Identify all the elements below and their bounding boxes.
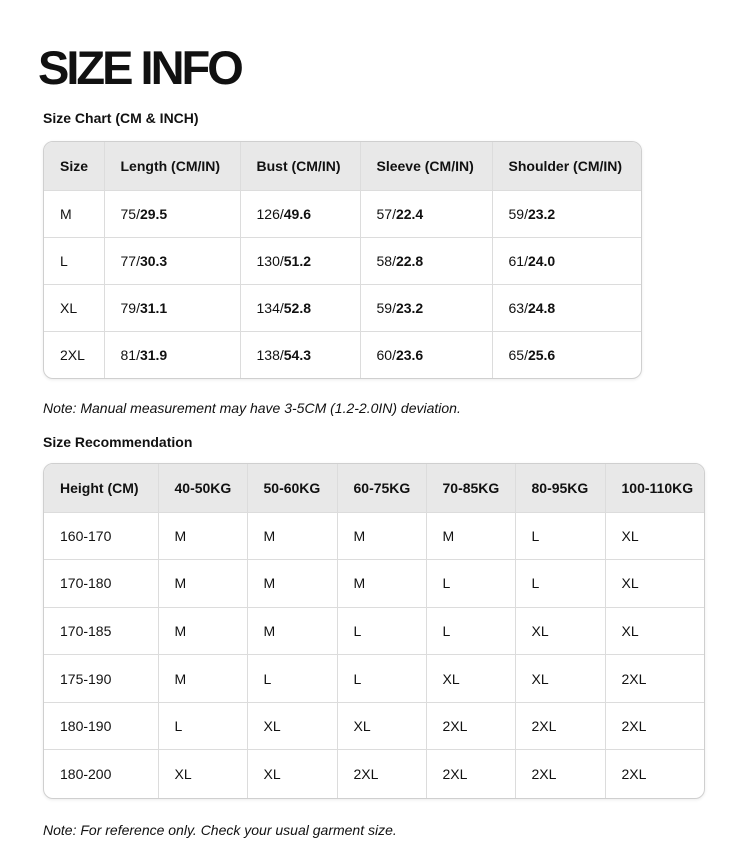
measurement-cell — [240, 190, 360, 237]
recommended-size-cell: 2XL — [515, 702, 605, 750]
measurement-cell — [240, 331, 360, 378]
measurement-cell — [492, 284, 641, 331]
recommended-size-cell: M — [247, 607, 337, 655]
recommended-size-cell: 2XL — [426, 702, 515, 750]
recommended-size-cell: M — [158, 560, 247, 608]
cm-value: 61/ — [508, 252, 528, 269]
inch-value: 25.6 — [527, 346, 556, 363]
recommended-size-cell: M — [158, 512, 247, 560]
recommended-size-cell: XL — [247, 702, 337, 750]
recommended-size-cell: 2XL — [621, 766, 647, 783]
recommended-size-cell: M — [158, 607, 247, 655]
measurement-cell — [360, 237, 492, 284]
recommended-size-cell: XL — [515, 655, 605, 703]
size-cell: L — [44, 237, 104, 284]
cm-value: 75/ — [120, 205, 140, 222]
table-row — [44, 284, 641, 331]
recommended-size-cell: L — [337, 655, 426, 703]
measurement-cell — [360, 284, 492, 331]
measurement-cell — [240, 237, 360, 284]
recommended-size-cell: M — [247, 512, 337, 560]
inch-value: 23.6 — [395, 346, 424, 363]
measurement-note: Note: Manual measurement may have 3-5CM (1.2-2.0IN) deviation. — [43, 400, 461, 416]
cm-value: 138/ — [256, 346, 284, 363]
size-chart-header-row — [44, 142, 641, 190]
cm-value: 77/ — [120, 252, 140, 269]
size-recommendation-card — [43, 463, 705, 799]
column-header: 70-85KG — [426, 464, 515, 512]
column-header: Size — [44, 142, 104, 190]
inch-value: 30.3 — [139, 252, 168, 269]
recommended-size-cell: L — [426, 607, 515, 655]
recommended-size-cell: XL — [515, 607, 605, 655]
recommended-size-cell: XL — [337, 702, 426, 750]
reference-note: Note: For reference only. Check your usual garment size. — [43, 822, 397, 838]
recommended-size-cell: 2XL — [426, 750, 515, 798]
height-cell: 160-170 — [44, 512, 158, 560]
cm-value: 81/ — [120, 346, 140, 363]
recommended-size-cell: M — [426, 512, 515, 560]
recommended-size-cell: L — [158, 702, 247, 750]
recommended-size-cell: L — [247, 655, 337, 703]
recommended-size-cell: 2XL — [515, 750, 605, 798]
table-row — [44, 331, 641, 378]
recommended-size-cell: XL — [605, 512, 704, 560]
height-cell: 170-180 — [44, 560, 158, 608]
recommended-size-cell: L — [515, 512, 605, 560]
column-header: Sleeve (CM/IN) — [360, 142, 492, 190]
cm-value: 65/ — [508, 346, 528, 363]
table-row — [44, 512, 704, 560]
measurement-cell — [360, 331, 492, 378]
table-row — [44, 560, 704, 608]
cm-value: 130/ — [256, 252, 284, 269]
measurement-cell — [492, 331, 641, 378]
height-cell: 170-185 — [44, 607, 158, 655]
cm-value: 58/ — [376, 252, 396, 269]
measurement-cell — [104, 190, 240, 237]
table-row — [44, 190, 641, 237]
measurement-cell — [492, 190, 641, 237]
size-cell: XL — [44, 284, 104, 331]
column-header: Height (CM) — [44, 464, 158, 512]
cm-value: 59/ — [376, 299, 396, 316]
size-chart-table — [44, 142, 641, 378]
inch-value: 31.9 — [139, 346, 168, 363]
height-cell: 175-190 — [44, 655, 158, 703]
size-chart-label: Size Chart (CM & INCH) — [43, 110, 199, 126]
column-header: Shoulder (CM/IN) — [492, 142, 641, 190]
page-title: SIZE INFO — [38, 41, 241, 94]
recommended-size-cell: XL — [247, 750, 337, 798]
measurement-cell — [360, 190, 492, 237]
inch-value: 24.8 — [527, 299, 556, 316]
column-header: Length (CM/IN) — [104, 142, 240, 190]
size-cell: M — [44, 190, 104, 237]
recommended-size-cell: L — [515, 560, 605, 608]
cm-value: 79/ — [120, 299, 140, 316]
measurement-cell — [104, 331, 240, 378]
inch-value: 23.2 — [395, 299, 424, 316]
measurement-cell — [492, 237, 641, 284]
size-recommendation-label: Size Recommendation — [43, 434, 193, 450]
column-header: Bust (CM/IN) — [240, 142, 360, 190]
size-recommendation-table — [44, 464, 704, 798]
inch-value: 54.3 — [283, 346, 311, 363]
cm-value: 60/ — [376, 346, 396, 363]
recommended-size-cell: XL — [605, 607, 704, 655]
inch-value: 23.2 — [527, 205, 556, 222]
inch-value: 31.1 — [139, 299, 168, 316]
table-row — [44, 607, 704, 655]
recommended-size-cell: M — [337, 512, 426, 560]
inch-value: 51.2 — [283, 252, 311, 269]
inch-value: 52.8 — [283, 299, 311, 316]
column-header: 50-60KG — [247, 464, 337, 512]
inch-value: 24.0 — [527, 252, 556, 269]
recommended-size-cell: M — [158, 655, 247, 703]
column-header: 60-75KG — [337, 464, 426, 512]
inch-value: 49.6 — [283, 205, 311, 222]
table-row — [44, 655, 704, 703]
recommended-size-cell: M — [337, 560, 426, 608]
size-recommendation-header-row — [44, 464, 704, 512]
table-row — [44, 702, 704, 750]
column-header: 100-110KG — [605, 464, 704, 512]
measurement-cell — [104, 284, 240, 331]
recommended-size-cell: L — [337, 607, 426, 655]
recommended-size-cell: 2XL — [605, 655, 704, 703]
recommended-size-cell: L — [426, 560, 515, 608]
cm-value: 134/ — [256, 299, 284, 316]
cm-value: 57/ — [376, 205, 396, 222]
recommended-size-cell: XL — [158, 750, 247, 798]
table-row — [44, 750, 704, 798]
height-cell: 180-190 — [44, 702, 158, 750]
cm-value: 59/ — [508, 205, 528, 222]
height-cell: 180-200 — [44, 750, 158, 798]
column-header: 80-95KG — [515, 464, 605, 512]
table-row — [44, 237, 641, 284]
column-header: 40-50KG — [158, 464, 247, 512]
size-cell: 2XL — [44, 331, 104, 378]
recommended-size-cell: XL — [426, 655, 515, 703]
inch-value: 29.5 — [139, 205, 168, 222]
inch-value: 22.4 — [395, 205, 424, 222]
recommended-size-cell: M — [247, 560, 337, 608]
measurement-cell — [240, 284, 360, 331]
inch-value: 22.8 — [395, 252, 424, 269]
measurement-cell — [104, 237, 240, 284]
recommended-size-cell: XL — [605, 560, 704, 608]
size-chart-card — [43, 141, 642, 379]
recommended-size-cell: 2XL — [337, 750, 426, 798]
cm-value: 126/ — [256, 205, 284, 222]
recommended-size-cell: 2XL — [605, 702, 704, 750]
cm-value: 63/ — [508, 299, 528, 316]
